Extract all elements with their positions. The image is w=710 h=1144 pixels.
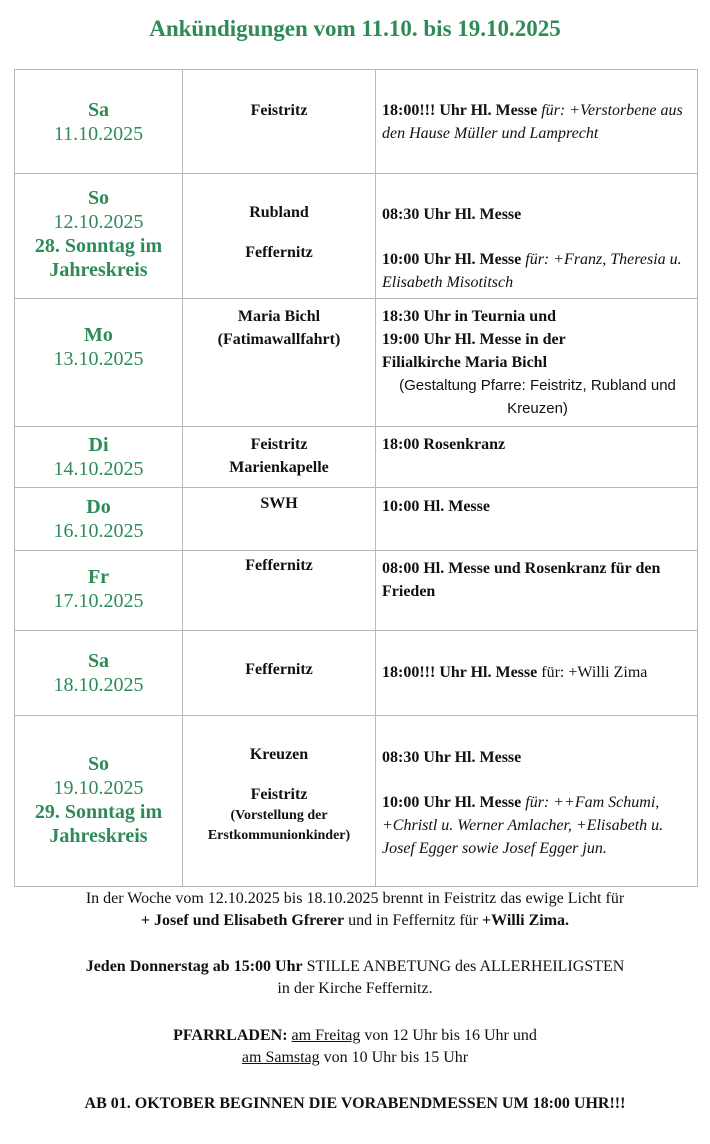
day-cell [15,70,183,174]
day-name: Mo [84,324,113,346]
vigil-mass-notice: AB 01. OKTOBER BEGINNEN DIE VORABENDMESSEN UM 18:00 UHR!!! [84,1095,626,1112]
event-cell [376,551,698,631]
eternal-light-text: In der Woche vom 12.10.2025 bis 18.10.2025 brennt in Feistritz das ewige Licht für [85,890,625,907]
location-cell [183,551,376,631]
location-sub: Marienkapelle [229,459,329,476]
day-date: 16.10.2025 [53,520,144,542]
eternal-light-name: + Josef und Elisabeth Gfrerer [140,912,345,929]
event-time: 10:00 Uhr Hl. Messe [382,251,522,268]
day-date: 14.10.2025 [53,458,144,480]
adoration-text: STILLE ANBETUNG des ALLERHEILIGSTEN [306,958,625,975]
location-cell [183,631,376,716]
sunday-label: 29. Sonntag im Jahreskreis [34,801,163,847]
adoration-place: in der Kirche Feffernitz. [277,980,433,997]
event-time: 10:00 Uhr Hl. Messe [382,794,522,811]
location-name: Feistritz [250,102,308,119]
shop-day: am Freitag [291,1027,361,1044]
table-row [15,488,698,551]
eternal-light-text: und in Feffernitz für [348,912,478,929]
shop-hours: von 12 Uhr bis 16 Uhr und [364,1027,537,1044]
day-date: 11.10.2025 [53,123,144,145]
event-cell [376,716,698,887]
event-time: 08:00 Hl. Messe und Rosenkranz für den Frieden [382,560,661,600]
table-row [15,299,698,427]
location-cell [183,70,376,174]
adoration-time: Jeden Donnerstag ab 15:00 Uhr [85,958,303,975]
day-name: So [87,187,110,209]
location-cell [183,716,376,887]
event-intention: für: ++Fam Schumi, +Christl u. Werner Amlacher, +Elisabeth u. Josef Egger sowie Josef Egger jun. [382,794,664,857]
location-name: Rubland [249,204,309,221]
day-date: 12.10.2025 [53,211,144,233]
event-time: 18:00!!! Uhr Hl. Messe [382,102,538,119]
shop-label: PFARRLADEN: [173,1027,288,1044]
location-name: Feffernitz [245,557,313,574]
day-date: 19.10.2025 [53,777,144,799]
location-name: SWH [260,495,298,512]
location-name: Feffernitz [245,661,313,678]
event-time: 18:00 Rosenkranz [382,436,506,453]
day-cell [15,488,183,551]
event-cell [376,488,698,551]
day-date: 13.10.2025 [53,348,144,370]
event-time: 08:30 Uhr Hl. Messe [382,749,522,766]
day-name: Fr [87,566,110,588]
event-cell [376,70,698,174]
location-cell [183,299,376,427]
event-note: (Gestaltung Pfarre: Feistritz, Rubland und Kreuzen) [399,377,676,417]
day-name: Do [86,496,111,518]
event-intention: für: +Willi Zima [541,664,648,681]
sunday-label: 28. Sonntag im Jahreskreis [34,235,163,281]
location-name: Maria Bichl [237,308,321,325]
event-intention: für: +Verstorbene aus den Hause Müller und Lamprecht [382,102,683,142]
location-name: Feffernitz [245,244,313,261]
location-sub: (Vorstellung der Erstkommunionkinder) [207,808,351,843]
day-name: Sa [87,99,110,121]
page-title: Ankündigungen vom 11.10. bis 19.10.2025 [149,16,561,41]
parish-shop-notice [0,1025,710,1069]
table-row [15,716,698,887]
location-cell [183,488,376,551]
event-cell [376,427,698,488]
event-time: 10:00 Hl. Messe [382,498,490,515]
day-cell [15,551,183,631]
table-row [15,70,698,174]
location-name: Kreuzen [249,746,309,763]
schedule-table [14,69,698,887]
location-cell [183,427,376,488]
eternal-light-notice [0,888,710,932]
event-line: Filialkirche Maria Bichl [382,354,548,371]
table-row [15,551,698,631]
day-cell [15,299,183,427]
table-row [15,427,698,488]
location-name: Feistritz [250,786,308,803]
day-cell [15,716,183,887]
table-row [15,174,698,299]
location-name: Feistritz [250,436,308,453]
day-name: Di [88,434,109,456]
day-cell [15,427,183,488]
table-row [15,631,698,716]
day-date: 18.10.2025 [53,674,144,696]
event-line: 19:00 Uhr Hl. Messe in der [382,331,566,348]
event-cell [376,299,698,427]
event-time: 18:00!!! Uhr Hl. Messe [382,664,538,681]
event-cell [376,174,698,299]
event-cell [376,631,698,716]
location-sub: (Fatimawallfahrt) [217,331,341,348]
event-line: 18:30 Uhr in Teurnia und [382,308,556,325]
day-name: So [87,753,110,775]
day-cell [15,631,183,716]
eternal-light-name: +Willi Zima. [482,912,570,929]
event-time: 08:30 Uhr Hl. Messe [382,206,522,223]
day-date: 17.10.2025 [53,590,144,612]
location-cell [183,174,376,299]
day-cell [15,174,183,299]
shop-day: am Samstag [241,1049,320,1066]
adoration-notice [0,956,710,1000]
day-name: Sa [87,650,110,672]
shop-hours: von 10 Uhr bis 15 Uhr [323,1049,469,1066]
event-intention: für: +Franz, Theresia u. Elisabeth Misotitsch [382,251,682,291]
